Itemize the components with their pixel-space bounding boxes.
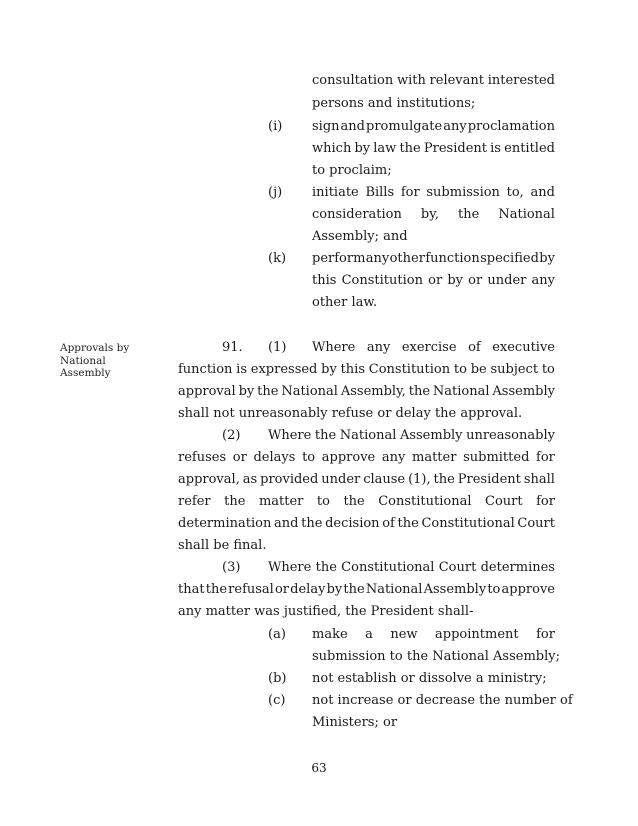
- body-line: [312, 119, 555, 134]
- body-line: [178, 472, 555, 487]
- body-line: not establish or dissolve a ministry;: [312, 671, 547, 686]
- word: to: [453, 362, 467, 377]
- word: determination: [178, 516, 272, 531]
- word: Constitutional: [421, 516, 515, 531]
- word: approval: [178, 384, 236, 399]
- body-line: [268, 560, 555, 575]
- word: this: [340, 362, 365, 377]
- clause-number: (2): [222, 428, 241, 443]
- body-line: [312, 141, 555, 156]
- body-line: [178, 516, 555, 531]
- word: consideration: [312, 207, 402, 222]
- word: decision: [325, 516, 380, 531]
- word: Assembly: [399, 428, 463, 443]
- word: executive: [492, 340, 555, 355]
- word: or: [468, 273, 483, 288]
- word: by: [447, 273, 464, 288]
- word: the: [343, 582, 365, 597]
- body-line: [312, 273, 555, 288]
- margin-note-line: Approvals by: [60, 342, 130, 354]
- body-line: [312, 627, 555, 642]
- word: the: [408, 384, 431, 399]
- body-line: any matter was justified, the President shall-: [178, 604, 474, 619]
- body-line: Assembly; and: [312, 229, 408, 244]
- word: function: [425, 251, 480, 266]
- word: matter: [412, 450, 457, 465]
- body-line: [312, 251, 555, 266]
- word: for: [536, 494, 555, 509]
- item-label-i: (i): [268, 119, 283, 134]
- word: interested: [487, 73, 555, 88]
- word: with: [396, 73, 426, 88]
- body-line: [178, 362, 555, 377]
- word: expressed: [250, 362, 318, 377]
- word: delays: [253, 450, 296, 465]
- word: Assembly: [492, 384, 555, 399]
- body-line: [312, 340, 555, 355]
- word: other: [389, 251, 425, 266]
- word: relevant: [429, 73, 484, 88]
- word: for: [536, 450, 555, 465]
- body-line: [312, 185, 555, 200]
- word: clause: [363, 472, 406, 487]
- word: is: [490, 141, 501, 156]
- word: delay: [290, 582, 326, 597]
- word: submission: [426, 185, 500, 200]
- word: is: [236, 362, 248, 377]
- word: approval,: [178, 472, 240, 487]
- word: (1),: [408, 472, 431, 487]
- word: Constitutional: [378, 494, 472, 509]
- word: by: [539, 251, 555, 266]
- word: any: [366, 340, 391, 355]
- word: or: [232, 450, 247, 465]
- word: initiate: [312, 185, 359, 200]
- word: the: [224, 494, 246, 509]
- word: by: [354, 141, 371, 156]
- word: by,: [420, 207, 439, 222]
- word: law: [373, 141, 397, 156]
- word: the: [315, 560, 337, 575]
- word: under: [487, 273, 527, 288]
- word: this: [312, 273, 337, 288]
- word: determines: [480, 560, 555, 575]
- word: the: [397, 516, 419, 531]
- word: be: [470, 362, 487, 377]
- word: the: [257, 384, 279, 399]
- page-number: 63: [311, 761, 327, 775]
- word: exercise: [401, 340, 457, 355]
- body-line: persons and institutions;: [312, 96, 476, 111]
- body-line: [312, 207, 555, 222]
- word: a: [365, 627, 373, 642]
- item-label-j: (j): [268, 185, 283, 200]
- word: the: [399, 141, 421, 156]
- word: provided: [260, 472, 319, 487]
- item-label-c: (c): [268, 693, 286, 708]
- item-label-b: (b): [268, 671, 287, 686]
- word: the: [458, 207, 480, 222]
- word: to: [316, 494, 330, 509]
- word: President: [423, 141, 487, 156]
- word: National: [339, 428, 397, 443]
- body-line: other law.: [312, 295, 378, 310]
- word: by: [321, 362, 337, 377]
- word: Constitution: [368, 362, 451, 377]
- word: subject: [490, 362, 539, 377]
- word: new: [390, 627, 418, 642]
- body-line: [178, 494, 555, 509]
- word: Bills: [365, 185, 395, 200]
- section-number: 91.: [222, 340, 243, 355]
- word: Court: [438, 560, 477, 575]
- word: as: [242, 472, 258, 487]
- body-line: not increase or decrease the number of: [312, 693, 573, 708]
- word: to: [302, 450, 316, 465]
- word: unreasonably: [466, 428, 555, 443]
- word: entitled: [504, 141, 555, 156]
- word: President: [457, 472, 521, 487]
- word: under: [321, 472, 361, 487]
- word: or: [274, 582, 290, 597]
- word: promulgate: [366, 119, 443, 134]
- word: National: [432, 384, 490, 399]
- word: the: [205, 582, 228, 597]
- word: and: [274, 516, 299, 531]
- word: shall: [523, 472, 555, 487]
- word: National: [498, 207, 555, 222]
- word: sign: [312, 119, 340, 134]
- word: any: [531, 273, 555, 288]
- word: function: [178, 362, 233, 377]
- word: Assembly: [423, 582, 487, 597]
- word: to: [541, 362, 555, 377]
- item-label-a: (a): [268, 627, 286, 642]
- margin-note-line: Assembly: [60, 367, 111, 379]
- word: National: [281, 384, 338, 399]
- word: by: [238, 384, 255, 399]
- word: refuses: [178, 450, 227, 465]
- body-line: [268, 428, 555, 443]
- word: Assembly,: [340, 384, 406, 399]
- word: the: [343, 494, 365, 509]
- word: appointment: [435, 627, 519, 642]
- body-line: [178, 582, 555, 597]
- body-line: shall be final.: [178, 538, 267, 553]
- word: which: [312, 141, 352, 156]
- word: National: [365, 582, 423, 597]
- word: of: [468, 340, 481, 355]
- word: and: [340, 119, 365, 134]
- word: approve: [321, 450, 376, 465]
- word: perform: [312, 251, 366, 266]
- word: consultation: [312, 73, 394, 88]
- word: and: [530, 185, 555, 200]
- body-line: shall not unreasonably refuse or delay the approval.: [178, 406, 523, 421]
- word: Court: [517, 516, 555, 531]
- word: refer: [178, 494, 211, 509]
- word: matter: [258, 494, 304, 509]
- word: for: [536, 627, 555, 642]
- body-line: [178, 384, 555, 399]
- word: proclamation: [467, 119, 555, 134]
- word: to: [487, 582, 501, 597]
- word: the: [301, 516, 323, 531]
- word: Where: [268, 428, 312, 443]
- word: Constitutional: [341, 560, 435, 575]
- word: any: [443, 119, 467, 134]
- margin-note: [60, 342, 129, 380]
- body-line: [178, 450, 555, 465]
- word: Constitution: [341, 273, 423, 288]
- body-line: [312, 73, 555, 88]
- body-line: to proclaim;: [312, 163, 392, 178]
- word: Where: [312, 340, 356, 355]
- margin-note-line: National: [60, 354, 106, 367]
- word: to,: [506, 185, 524, 200]
- word: that: [178, 582, 205, 597]
- word: the: [433, 472, 455, 487]
- word: refusal: [228, 582, 274, 597]
- word: any: [381, 450, 406, 465]
- clause-number: (1): [268, 340, 287, 355]
- word: for: [400, 185, 420, 200]
- word: make: [312, 627, 348, 642]
- word: submitted: [463, 450, 530, 465]
- body-line: Ministers; or: [312, 715, 398, 730]
- word: specified: [480, 251, 539, 266]
- body-line: submission to the National Assembly;: [312, 649, 560, 664]
- clause-number: (3): [222, 560, 241, 575]
- word: or: [428, 273, 443, 288]
- word: approve: [501, 582, 555, 597]
- word: the: [314, 428, 337, 443]
- word: of: [382, 516, 395, 531]
- word: Court: [485, 494, 523, 509]
- word: any: [365, 251, 390, 266]
- word: Where: [268, 560, 312, 575]
- word: by: [326, 582, 343, 597]
- item-label-k: (k): [268, 251, 287, 266]
